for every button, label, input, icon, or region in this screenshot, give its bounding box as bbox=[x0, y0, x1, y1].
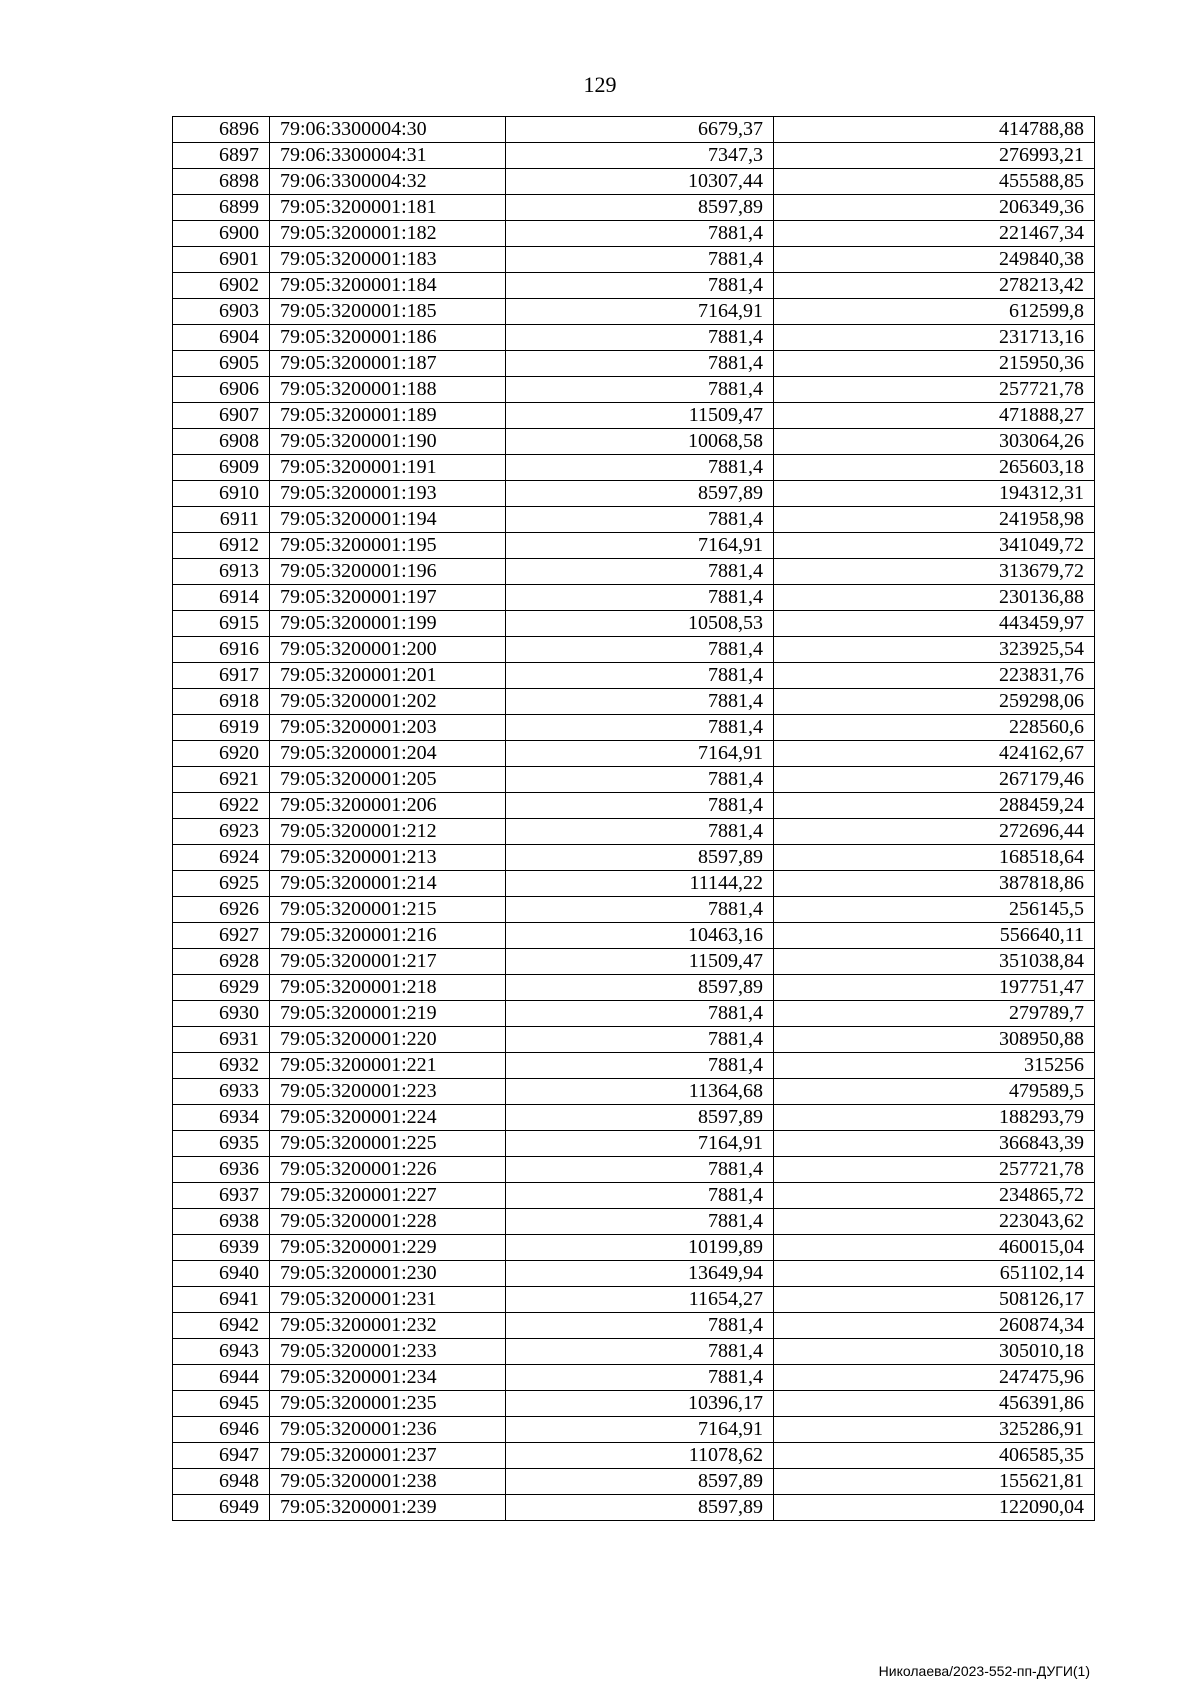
cost-value: 155621,81 bbox=[774, 1469, 1095, 1495]
area-value: 7881,4 bbox=[506, 1001, 774, 1027]
cadastral-number: 79:05:3200001:184 bbox=[270, 273, 506, 299]
cadastral-table bbox=[172, 116, 1095, 1521]
table-row bbox=[173, 1053, 1095, 1079]
row-number: 6926 bbox=[173, 897, 270, 923]
table-row bbox=[173, 663, 1095, 689]
cadastral-number: 79:05:3200001:206 bbox=[270, 793, 506, 819]
cost-value: 279789,7 bbox=[774, 1001, 1095, 1027]
table-row bbox=[173, 793, 1095, 819]
area-value: 7881,4 bbox=[506, 507, 774, 533]
table-row bbox=[173, 1261, 1095, 1287]
table-row bbox=[173, 1495, 1095, 1521]
area-value: 11509,47 bbox=[506, 949, 774, 975]
cost-value: 206349,36 bbox=[774, 195, 1095, 221]
cadastral-number: 79:05:3200001:219 bbox=[270, 1001, 506, 1027]
cadastral-number: 79:05:3200001:229 bbox=[270, 1235, 506, 1261]
table-row bbox=[173, 351, 1095, 377]
cadastral-number: 79:05:3200001:191 bbox=[270, 455, 506, 481]
row-number: 6913 bbox=[173, 559, 270, 585]
cost-value: 460015,04 bbox=[774, 1235, 1095, 1261]
cadastral-number: 79:05:3200001:213 bbox=[270, 845, 506, 871]
cost-value: 234865,72 bbox=[774, 1183, 1095, 1209]
cadastral-number: 79:05:3200001:182 bbox=[270, 221, 506, 247]
cost-value: 265603,18 bbox=[774, 455, 1095, 481]
area-value: 10307,44 bbox=[506, 169, 774, 195]
table-row bbox=[173, 1001, 1095, 1027]
table-row bbox=[173, 533, 1095, 559]
row-number: 6918 bbox=[173, 689, 270, 715]
table-row bbox=[173, 1443, 1095, 1469]
cadastral-number: 79:06:3300004:32 bbox=[270, 169, 506, 195]
cost-value: 556640,11 bbox=[774, 923, 1095, 949]
cost-value: 223043,62 bbox=[774, 1209, 1095, 1235]
row-number: 6947 bbox=[173, 1443, 270, 1469]
cadastral-number: 79:05:3200001:203 bbox=[270, 715, 506, 741]
table-row bbox=[173, 559, 1095, 585]
table-row bbox=[173, 637, 1095, 663]
cadastral-number: 79:05:3200001:234 bbox=[270, 1365, 506, 1391]
cadastral-number: 79:05:3200001:199 bbox=[270, 611, 506, 637]
cost-value: 351038,84 bbox=[774, 949, 1095, 975]
area-value: 7881,4 bbox=[506, 689, 774, 715]
cost-value: 508126,17 bbox=[774, 1287, 1095, 1313]
cost-value: 456391,86 bbox=[774, 1391, 1095, 1417]
cadastral-number: 79:05:3200001:232 bbox=[270, 1313, 506, 1339]
row-number: 6923 bbox=[173, 819, 270, 845]
table-row bbox=[173, 1469, 1095, 1495]
cost-value: 366843,39 bbox=[774, 1131, 1095, 1157]
cost-value: 223831,76 bbox=[774, 663, 1095, 689]
area-value: 8597,89 bbox=[506, 195, 774, 221]
cost-value: 197751,47 bbox=[774, 975, 1095, 1001]
row-number: 6927 bbox=[173, 923, 270, 949]
row-number: 6914 bbox=[173, 585, 270, 611]
table-row bbox=[173, 1183, 1095, 1209]
table-body bbox=[173, 117, 1095, 1521]
cost-value: 122090,04 bbox=[774, 1495, 1095, 1521]
area-value: 7881,4 bbox=[506, 273, 774, 299]
table-row bbox=[173, 507, 1095, 533]
area-value: 7881,4 bbox=[506, 1313, 774, 1339]
row-number: 6899 bbox=[173, 195, 270, 221]
cost-value: 443459,97 bbox=[774, 611, 1095, 637]
row-number: 6941 bbox=[173, 1287, 270, 1313]
row-number: 6949 bbox=[173, 1495, 270, 1521]
cadastral-number: 79:05:3200001:227 bbox=[270, 1183, 506, 1209]
cadastral-number: 79:05:3200001:201 bbox=[270, 663, 506, 689]
area-value: 11078,62 bbox=[506, 1443, 774, 1469]
area-value: 10463,16 bbox=[506, 923, 774, 949]
document-footer: Николаева/2023-552-пп-ДУГИ(1) bbox=[878, 1663, 1090, 1679]
area-value: 7881,4 bbox=[506, 351, 774, 377]
cadastral-number: 79:05:3200001:197 bbox=[270, 585, 506, 611]
cadastral-number: 79:05:3200001:236 bbox=[270, 1417, 506, 1443]
cadastral-number: 79:05:3200001:231 bbox=[270, 1287, 506, 1313]
cost-value: 323925,54 bbox=[774, 637, 1095, 663]
area-value: 7881,4 bbox=[506, 1183, 774, 1209]
cost-value: 260874,34 bbox=[774, 1313, 1095, 1339]
cost-value: 194312,31 bbox=[774, 481, 1095, 507]
table-row bbox=[173, 1131, 1095, 1157]
cadastral-number: 79:05:3200001:193 bbox=[270, 481, 506, 507]
table-row bbox=[173, 871, 1095, 897]
cost-value: 288459,24 bbox=[774, 793, 1095, 819]
cost-value: 241958,98 bbox=[774, 507, 1095, 533]
table-row bbox=[173, 247, 1095, 273]
row-number: 6919 bbox=[173, 715, 270, 741]
area-value: 7164,91 bbox=[506, 741, 774, 767]
table-row bbox=[173, 169, 1095, 195]
cost-value: 276993,21 bbox=[774, 143, 1095, 169]
row-number: 6942 bbox=[173, 1313, 270, 1339]
cadastral-number: 79:05:3200001:196 bbox=[270, 559, 506, 585]
area-value: 7881,4 bbox=[506, 559, 774, 585]
table-row bbox=[173, 195, 1095, 221]
row-number: 6901 bbox=[173, 247, 270, 273]
cost-value: 303064,26 bbox=[774, 429, 1095, 455]
row-number: 6906 bbox=[173, 377, 270, 403]
row-number: 6902 bbox=[173, 273, 270, 299]
cost-value: 479589,5 bbox=[774, 1079, 1095, 1105]
cadastral-number: 79:05:3200001:214 bbox=[270, 871, 506, 897]
row-number: 6930 bbox=[173, 1001, 270, 1027]
cost-value: 256145,5 bbox=[774, 897, 1095, 923]
table-row bbox=[173, 611, 1095, 637]
cost-value: 257721,78 bbox=[774, 1157, 1095, 1183]
area-value: 7881,4 bbox=[506, 377, 774, 403]
cadastral-number: 79:05:3200001:200 bbox=[270, 637, 506, 663]
area-value: 7881,4 bbox=[506, 793, 774, 819]
table-row bbox=[173, 273, 1095, 299]
cadastral-number: 79:05:3200001:237 bbox=[270, 1443, 506, 1469]
row-number: 6929 bbox=[173, 975, 270, 1001]
cadastral-number: 79:05:3200001:220 bbox=[270, 1027, 506, 1053]
row-number: 6916 bbox=[173, 637, 270, 663]
area-value: 10508,53 bbox=[506, 611, 774, 637]
row-number: 6911 bbox=[173, 507, 270, 533]
cadastral-number: 79:05:3200001:233 bbox=[270, 1339, 506, 1365]
row-number: 6915 bbox=[173, 611, 270, 637]
row-number: 6909 bbox=[173, 455, 270, 481]
table-row bbox=[173, 1209, 1095, 1235]
table-row bbox=[173, 767, 1095, 793]
row-number: 6924 bbox=[173, 845, 270, 871]
cost-value: 424162,67 bbox=[774, 741, 1095, 767]
area-value: 7881,4 bbox=[506, 221, 774, 247]
cadastral-number: 79:05:3200001:230 bbox=[270, 1261, 506, 1287]
row-number: 6937 bbox=[173, 1183, 270, 1209]
cost-value: 341049,72 bbox=[774, 533, 1095, 559]
area-value: 7881,4 bbox=[506, 663, 774, 689]
area-value: 7881,4 bbox=[506, 637, 774, 663]
table-row bbox=[173, 819, 1095, 845]
area-value: 7881,4 bbox=[506, 455, 774, 481]
table-row bbox=[173, 1027, 1095, 1053]
row-number: 6936 bbox=[173, 1157, 270, 1183]
area-value: 10199,89 bbox=[506, 1235, 774, 1261]
area-value: 7881,4 bbox=[506, 767, 774, 793]
cadastral-number: 79:05:3200001:189 bbox=[270, 403, 506, 429]
row-number: 6917 bbox=[173, 663, 270, 689]
row-number: 6903 bbox=[173, 299, 270, 325]
cadastral-number: 79:05:3200001:204 bbox=[270, 741, 506, 767]
area-value: 7881,4 bbox=[506, 715, 774, 741]
area-value: 7881,4 bbox=[506, 1053, 774, 1079]
cadastral-number: 79:05:3200001:235 bbox=[270, 1391, 506, 1417]
row-number: 6946 bbox=[173, 1417, 270, 1443]
cost-value: 257721,78 bbox=[774, 377, 1095, 403]
row-number: 6925 bbox=[173, 871, 270, 897]
cadastral-number: 79:05:3200001:217 bbox=[270, 949, 506, 975]
area-value: 8597,89 bbox=[506, 1105, 774, 1131]
table-row bbox=[173, 429, 1095, 455]
area-value: 10068,58 bbox=[506, 429, 774, 455]
cadastral-number: 79:05:3200001:224 bbox=[270, 1105, 506, 1131]
table-row bbox=[173, 1157, 1095, 1183]
cost-value: 325286,91 bbox=[774, 1417, 1095, 1443]
table-row bbox=[173, 1235, 1095, 1261]
area-value: 7347,3 bbox=[506, 143, 774, 169]
cost-value: 308950,88 bbox=[774, 1027, 1095, 1053]
row-number: 6940 bbox=[173, 1261, 270, 1287]
area-value: 7881,4 bbox=[506, 819, 774, 845]
area-value: 8597,89 bbox=[506, 1495, 774, 1521]
table-row bbox=[173, 975, 1095, 1001]
cadastral-number: 79:05:3200001:228 bbox=[270, 1209, 506, 1235]
cost-value: 259298,06 bbox=[774, 689, 1095, 715]
area-value: 8597,89 bbox=[506, 975, 774, 1001]
row-number: 6897 bbox=[173, 143, 270, 169]
area-value: 7881,4 bbox=[506, 1027, 774, 1053]
row-number: 6922 bbox=[173, 793, 270, 819]
row-number: 6896 bbox=[173, 117, 270, 143]
row-number: 6898 bbox=[173, 169, 270, 195]
area-value: 7881,4 bbox=[506, 585, 774, 611]
table-row bbox=[173, 455, 1095, 481]
table-row bbox=[173, 949, 1095, 975]
row-number: 6945 bbox=[173, 1391, 270, 1417]
row-number: 6900 bbox=[173, 221, 270, 247]
cost-value: 315256 bbox=[774, 1053, 1095, 1079]
table-row bbox=[173, 325, 1095, 351]
area-value: 7164,91 bbox=[506, 1131, 774, 1157]
cost-value: 221467,34 bbox=[774, 221, 1095, 247]
table-row bbox=[173, 221, 1095, 247]
area-value: 7881,4 bbox=[506, 1157, 774, 1183]
cost-value: 230136,88 bbox=[774, 585, 1095, 611]
cost-value: 188293,79 bbox=[774, 1105, 1095, 1131]
row-number: 6938 bbox=[173, 1209, 270, 1235]
table-row bbox=[173, 845, 1095, 871]
cadastral-number: 79:05:3200001:195 bbox=[270, 533, 506, 559]
cost-value: 215950,36 bbox=[774, 351, 1095, 377]
cost-value: 305010,18 bbox=[774, 1339, 1095, 1365]
cadastral-number: 79:05:3200001:238 bbox=[270, 1469, 506, 1495]
row-number: 6931 bbox=[173, 1027, 270, 1053]
cost-value: 267179,46 bbox=[774, 767, 1095, 793]
cadastral-number: 79:05:3200001:188 bbox=[270, 377, 506, 403]
table-row bbox=[173, 481, 1095, 507]
row-number: 6907 bbox=[173, 403, 270, 429]
cost-value: 278213,42 bbox=[774, 273, 1095, 299]
cadastral-number: 79:05:3200001:181 bbox=[270, 195, 506, 221]
table-row bbox=[173, 923, 1095, 949]
row-number: 6943 bbox=[173, 1339, 270, 1365]
row-number: 6928 bbox=[173, 949, 270, 975]
cadastral-number: 79:05:3200001:187 bbox=[270, 351, 506, 377]
cost-value: 168518,64 bbox=[774, 845, 1095, 871]
cost-value: 313679,72 bbox=[774, 559, 1095, 585]
row-number: 6908 bbox=[173, 429, 270, 455]
cadastral-number: 79:05:3200001:215 bbox=[270, 897, 506, 923]
area-value: 11509,47 bbox=[506, 403, 774, 429]
area-value: 7881,4 bbox=[506, 1339, 774, 1365]
row-number: 6933 bbox=[173, 1079, 270, 1105]
cost-value: 249840,38 bbox=[774, 247, 1095, 273]
table-row bbox=[173, 689, 1095, 715]
area-value: 8597,89 bbox=[506, 1469, 774, 1495]
table-row bbox=[173, 897, 1095, 923]
cadastral-number: 79:05:3200001:186 bbox=[270, 325, 506, 351]
cadastral-number: 79:05:3200001:194 bbox=[270, 507, 506, 533]
cadastral-number: 79:05:3200001:185 bbox=[270, 299, 506, 325]
area-value: 7881,4 bbox=[506, 1365, 774, 1391]
table-row bbox=[173, 117, 1095, 143]
row-number: 6912 bbox=[173, 533, 270, 559]
row-number: 6932 bbox=[173, 1053, 270, 1079]
cadastral-number: 79:05:3200001:221 bbox=[270, 1053, 506, 1079]
row-number: 6905 bbox=[173, 351, 270, 377]
cadastral-number: 79:05:3200001:226 bbox=[270, 1157, 506, 1183]
area-value: 11654,27 bbox=[506, 1287, 774, 1313]
cadastral-number: 79:05:3200001:202 bbox=[270, 689, 506, 715]
table-row bbox=[173, 143, 1095, 169]
page-number: 129 bbox=[583, 72, 617, 97]
cost-value: 272696,44 bbox=[774, 819, 1095, 845]
row-number: 6939 bbox=[173, 1235, 270, 1261]
cost-value: 247475,96 bbox=[774, 1365, 1095, 1391]
cost-value: 406585,35 bbox=[774, 1443, 1095, 1469]
table-row bbox=[173, 1287, 1095, 1313]
row-number: 6935 bbox=[173, 1131, 270, 1157]
table-row bbox=[173, 1391, 1095, 1417]
area-value: 7881,4 bbox=[506, 1209, 774, 1235]
table-row bbox=[173, 403, 1095, 429]
table-row bbox=[173, 1417, 1095, 1443]
row-number: 6920 bbox=[173, 741, 270, 767]
cost-value: 471888,27 bbox=[774, 403, 1095, 429]
cost-value: 387818,86 bbox=[774, 871, 1095, 897]
area-value: 7881,4 bbox=[506, 247, 774, 273]
area-value: 7164,91 bbox=[506, 1417, 774, 1443]
cost-value: 231713,16 bbox=[774, 325, 1095, 351]
area-value: 7164,91 bbox=[506, 299, 774, 325]
cadastral-number: 79:05:3200001:190 bbox=[270, 429, 506, 455]
cadastral-number: 79:05:3200001:225 bbox=[270, 1131, 506, 1157]
area-value: 11364,68 bbox=[506, 1079, 774, 1105]
row-number: 6934 bbox=[173, 1105, 270, 1131]
row-number: 6910 bbox=[173, 481, 270, 507]
cost-value: 455588,85 bbox=[774, 169, 1095, 195]
table-row bbox=[173, 715, 1095, 741]
table-row bbox=[173, 741, 1095, 767]
row-number: 6904 bbox=[173, 325, 270, 351]
cost-value: 612599,8 bbox=[774, 299, 1095, 325]
table-row bbox=[173, 585, 1095, 611]
table-row bbox=[173, 1365, 1095, 1391]
cost-value: 651102,14 bbox=[774, 1261, 1095, 1287]
cadastral-number: 79:05:3200001:205 bbox=[270, 767, 506, 793]
cadastral-number: 79:05:3200001:223 bbox=[270, 1079, 506, 1105]
area-value: 8597,89 bbox=[506, 481, 774, 507]
table-row bbox=[173, 377, 1095, 403]
cost-value: 414788,88 bbox=[774, 117, 1095, 143]
area-value: 13649,94 bbox=[506, 1261, 774, 1287]
cadastral-number: 79:05:3200001:218 bbox=[270, 975, 506, 1001]
table-row bbox=[173, 1079, 1095, 1105]
cadastral-number: 79:06:3300004:30 bbox=[270, 117, 506, 143]
area-value: 11144,22 bbox=[506, 871, 774, 897]
cost-value: 228560,6 bbox=[774, 715, 1095, 741]
cadastral-number: 79:05:3200001:212 bbox=[270, 819, 506, 845]
area-value: 8597,89 bbox=[506, 845, 774, 871]
table-row bbox=[173, 1105, 1095, 1131]
row-number: 6944 bbox=[173, 1365, 270, 1391]
row-number: 6921 bbox=[173, 767, 270, 793]
cadastral-number: 79:05:3200001:216 bbox=[270, 923, 506, 949]
area-value: 7164,91 bbox=[506, 533, 774, 559]
area-value: 6679,37 bbox=[506, 117, 774, 143]
table-row bbox=[173, 299, 1095, 325]
area-value: 10396,17 bbox=[506, 1391, 774, 1417]
area-value: 7881,4 bbox=[506, 897, 774, 923]
area-value: 7881,4 bbox=[506, 325, 774, 351]
cadastral-number: 79:05:3200001:239 bbox=[270, 1495, 506, 1521]
table-row bbox=[173, 1339, 1095, 1365]
table-row bbox=[173, 1313, 1095, 1339]
row-number: 6948 bbox=[173, 1469, 270, 1495]
cadastral-number: 79:06:3300004:31 bbox=[270, 143, 506, 169]
cadastral-number: 79:05:3200001:183 bbox=[270, 247, 506, 273]
